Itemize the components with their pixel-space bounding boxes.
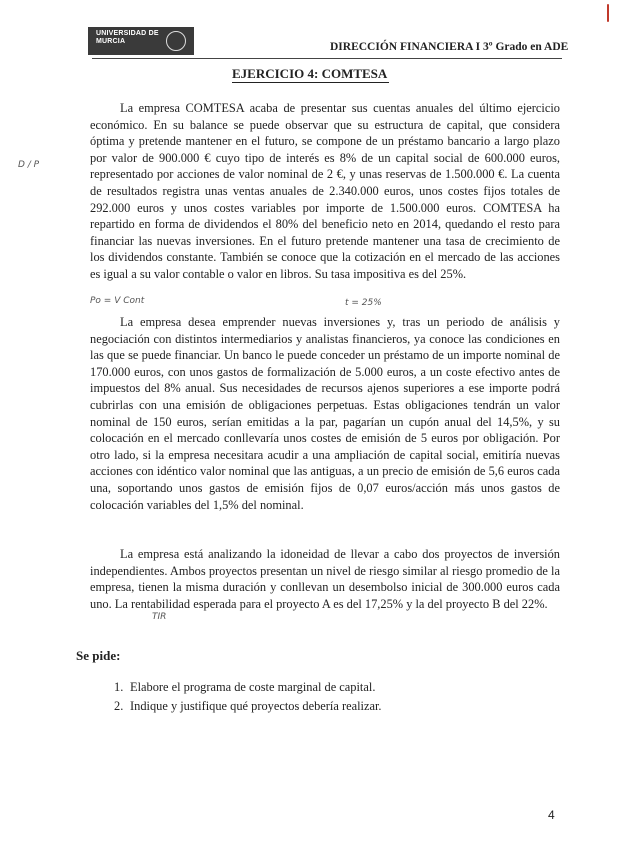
logo-text: UNIVERSIDAD DE MURCIA (96, 30, 159, 45)
paragraph-1-text: La empresa COMTESA acaba de presentar sus cuentas anuales del último ejercicio económico. En su balance se puede observar que su estructura de capital, que considera óptima y pretende mantener en el futuro, se compone de un préstamo bancario a largo plazo por valor de 900.000 € cuyo tipo de interés es 8% de un capital social de 600.000 euros, representado por acciones de valor nominal de 2 €, y unas reservas de 1.500.000 €. La cuenta de resultados registra unas ventas anuales de 2.340.000 euros, unos costes fijos totales de 292.000 euros y unos costes variables por importe de 1.500.000 euros. COMTESA ha repartido en forma de dividendos el 80% del beneficio neto en 2014, quedando el resto para financiar las nuevas inversiones. En el futuro pretende mantener una tasa de crecimiento de los dividendos constante. También se conoce que la cotización en el mercado de las acciones es igual a su valor contable o valor en libros. Su tasa impositiva es del 25%. (90, 101, 560, 281)
se-pide-heading: Se pide: (76, 648, 121, 663)
questions-list (114, 678, 382, 716)
title-underline (232, 82, 389, 83)
paragraph-2-text: La empresa desea emprender nuevas inversiones y, tras un periodo de análisis y negociación con distintos intermediarios y analistas financieros, ya conoce las condiciones en las que se puede financiar. Un banco le puede conceder un préstamo de un importe nominal de 170.000 euros, con unos gastos de formalización de 5.000 euros, a un coste efectivo antes de impuestos del 8% anual. Sus necesidades de recursos ajenos superiores a ese importe podrá cubrirlas con una emisión de obligaciones perpetuas. Estas obligaciones tendrán un valor nominal de 150 euros, serían emitidas a la par, pagarían un cupón anual del 14,5%, y su colocación en el mercado conllevaría unos costes de emisión de 5 euros por obligación. Por otro lado, si la empresa necesitara acudir a una ampliación de capital social, emitiría nuevas acciones con idéntico valor nominal que las antiguas, a un precio de emisión de 5,6 euros cada una, soportando unos gastos de emisión fijos de 0,07 euros/acción más unos gastos de colocación variables del 1,5% del nominal. (90, 315, 560, 512)
header-divider (92, 58, 562, 59)
red-pen-mark (607, 4, 609, 22)
page-number: 4 (548, 808, 555, 822)
paragraph-2 (90, 314, 560, 513)
paragraph-1 (90, 100, 560, 283)
paragraph-3-text: La empresa está analizando la idoneidad de llevar a cabo dos proyectos de inversión independientes. Ambos proyectos presentan un nivel de riesgo similar al riesgo promedio de la empresa, tienen la misma duración y conllevan un desembolso inicial de 300.000 euros cada uno. La rentabilidad esperada para el proyecto A es del 17,25% y la del proyecto B del 22%. (90, 547, 560, 611)
course-header: DIRECCIÓN FINANCIERA I 3º Grado en ADE (330, 41, 569, 53)
handwritten-note-tir: TIR (152, 612, 167, 622)
exercise-title: EJERCICIO 4: COMTESA (232, 66, 388, 81)
handwritten-note-margin: D / P (18, 160, 40, 170)
handwritten-note-po: Po = V Cont (90, 296, 145, 306)
handwritten-note-t: t = 25% (345, 298, 382, 308)
seal-icon (166, 31, 186, 51)
question-item: 2. Indique y justifique qué proyectos debería realizar. (114, 699, 382, 713)
question-item: 1. Elabore el programa de coste marginal de capital. (114, 680, 376, 694)
paragraph-3 (90, 546, 560, 612)
university-logo (88, 27, 194, 55)
